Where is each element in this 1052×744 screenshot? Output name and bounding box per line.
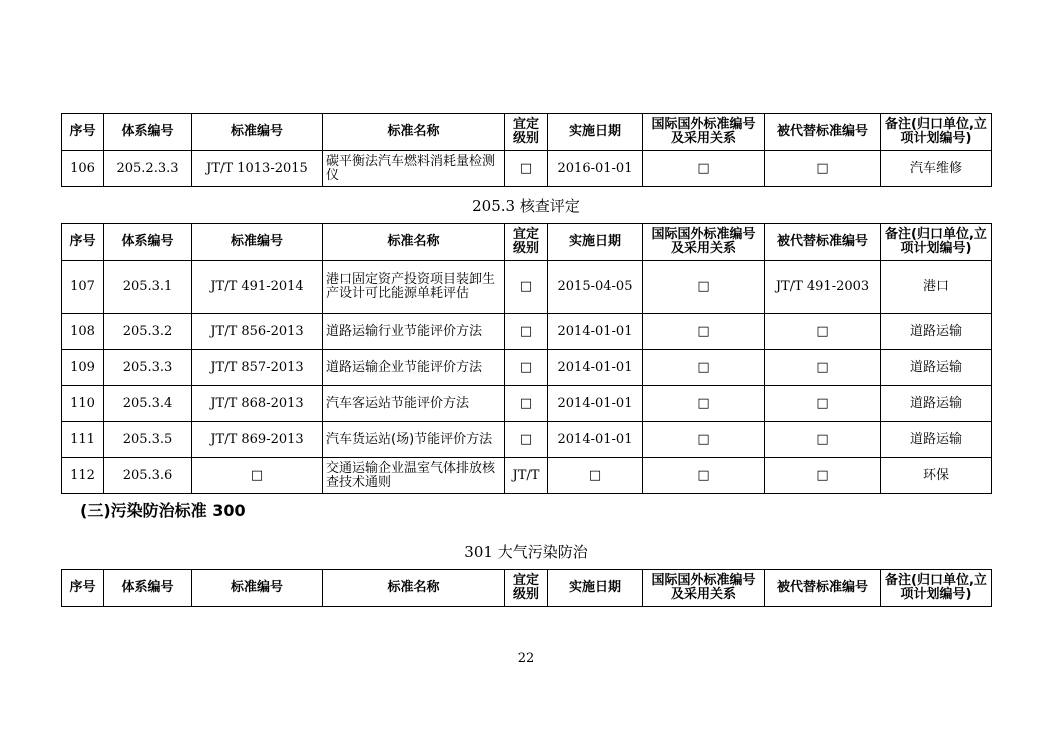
- cell-system-no: 205.2.3.3: [104, 151, 192, 187]
- header-seq: 序号: [62, 224, 104, 261]
- header-impl-date: 实施日期: [548, 224, 643, 261]
- cell-standard-no: JT/T 869-2013: [192, 422, 323, 458]
- cell-replaced: □: [765, 314, 881, 350]
- header-remark: 备注(归口单位,立项计划编号): [881, 224, 992, 261]
- table-row: [62, 422, 992, 458]
- table-header-row: [62, 570, 992, 607]
- header-standard-no: 标准编号: [192, 570, 323, 607]
- cell-system-no: 205.3.2: [104, 314, 192, 350]
- chapter-title: (三)污染防治标准 300: [80, 501, 246, 520]
- cell-intl: □: [643, 386, 765, 422]
- cell-standard-name: 道路运输行业节能评价方法: [323, 314, 505, 350]
- cell-replaced: JT/T 491-2003: [765, 261, 881, 314]
- cell-intl: □: [643, 422, 765, 458]
- cell-level: □: [505, 350, 548, 386]
- header-level: 宜定级别: [505, 114, 548, 151]
- table-row: [62, 151, 992, 187]
- cell-system-no: 205.3.6: [104, 458, 192, 494]
- header-intl: 国际国外标准编号及采用关系: [643, 224, 765, 261]
- cell-intl: □: [643, 151, 765, 187]
- header-standard-no: 标准编号: [192, 224, 323, 261]
- header-impl-date: 实施日期: [548, 570, 643, 607]
- section-title-205-3: 205.3 核查评定: [472, 197, 580, 215]
- cell-level: □: [505, 386, 548, 422]
- cell-system-no: 205.3.4: [104, 386, 192, 422]
- page-number: 22: [517, 651, 535, 666]
- cell-replaced: □: [765, 422, 881, 458]
- cell-level: □: [505, 422, 548, 458]
- header-standard-name: 标准名称: [323, 570, 505, 607]
- header-replaced: 被代替标准编号: [765, 114, 881, 151]
- cell-standard-name: 碳平衡法汽车燃料消耗量检测仪: [323, 151, 505, 187]
- table-row: [62, 314, 992, 350]
- header-intl: 国际国外标准编号及采用关系: [643, 114, 765, 151]
- cell-remark: 道路运输: [881, 314, 992, 350]
- cell-intl: □: [643, 261, 765, 314]
- header-standard-name: 标准名称: [323, 224, 505, 261]
- cell-remark: 港口: [881, 261, 992, 314]
- cell-standard-no: JT/T 1013-2015: [192, 151, 323, 187]
- cell-remark: 道路运输: [881, 350, 992, 386]
- cell-system-no: 205.3.5: [104, 422, 192, 458]
- cell-intl: □: [643, 350, 765, 386]
- cell-remark: 道路运输: [881, 422, 992, 458]
- header-replaced: 被代替标准编号: [765, 570, 881, 607]
- cell-replaced: □: [765, 386, 881, 422]
- cell-intl: □: [643, 458, 765, 494]
- table-row: [62, 350, 992, 386]
- cell-seq: 106: [62, 151, 104, 187]
- cell-standard-no: □: [192, 458, 323, 494]
- cell-intl: □: [643, 314, 765, 350]
- cell-standard-name: 港口固定资产投资项目装卸生产设计可比能源单耗评估: [323, 261, 505, 314]
- header-seq: 序号: [62, 570, 104, 607]
- header-system-no: 体系编号: [104, 224, 192, 261]
- standards-table-3: [61, 569, 992, 607]
- cell-replaced: □: [765, 151, 881, 187]
- header-seq: 序号: [62, 114, 104, 151]
- header-impl-date: 实施日期: [548, 114, 643, 151]
- cell-replaced: □: [765, 458, 881, 494]
- cell-standard-name: 汽车货运站(场)节能评价方法: [323, 422, 505, 458]
- cell-impl-date: 2016-01-01: [548, 151, 643, 187]
- header-standard-no: 标准编号: [192, 114, 323, 151]
- cell-standard-name: 交通运输企业温室气体排放核查技术通则: [323, 458, 505, 494]
- header-remark: 备注(归口单位,立项计划编号): [881, 570, 992, 607]
- header-replaced: 被代替标准编号: [765, 224, 881, 261]
- table-row: [62, 458, 992, 494]
- header-standard-name: 标准名称: [323, 114, 505, 151]
- header-system-no: 体系编号: [104, 114, 192, 151]
- cell-impl-date: 2015-04-05: [548, 261, 643, 314]
- cell-seq: 110: [62, 386, 104, 422]
- cell-system-no: 205.3.3: [104, 350, 192, 386]
- cell-impl-date: 2014-01-01: [548, 422, 643, 458]
- cell-seq: 108: [62, 314, 104, 350]
- cell-seq: 109: [62, 350, 104, 386]
- cell-remark: 汽车维修: [881, 151, 992, 187]
- table-row: [62, 386, 992, 422]
- table-row: [62, 261, 992, 314]
- cell-remark: 环保: [881, 458, 992, 494]
- cell-standard-no: JT/T 868-2013: [192, 386, 323, 422]
- standards-table-1: [61, 113, 992, 187]
- header-level: 宜定级别: [505, 570, 548, 607]
- standards-table-2: [61, 223, 992, 494]
- cell-seq: 111: [62, 422, 104, 458]
- cell-seq: 112: [62, 458, 104, 494]
- cell-seq: 107: [62, 261, 104, 314]
- cell-remark: 道路运输: [881, 386, 992, 422]
- cell-standard-name: 汽车客运站节能评价方法: [323, 386, 505, 422]
- cell-standard-no: JT/T 856-2013: [192, 314, 323, 350]
- cell-level: □: [505, 314, 548, 350]
- table-header-row: [62, 224, 992, 261]
- cell-standard-no: JT/T 857-2013: [192, 350, 323, 386]
- cell-impl-date: 2014-01-01: [548, 386, 643, 422]
- cell-level: JT/T: [505, 458, 548, 494]
- header-system-no: 体系编号: [104, 570, 192, 607]
- cell-system-no: 205.3.1: [104, 261, 192, 314]
- header-level: 宜定级别: [505, 224, 548, 261]
- cell-level: □: [505, 261, 548, 314]
- cell-replaced: □: [765, 350, 881, 386]
- section-title-301: 301 大气污染防治: [464, 543, 588, 561]
- cell-impl-date: 2014-01-01: [548, 350, 643, 386]
- header-remark: 备注(归口单位,立项计划编号): [881, 114, 992, 151]
- cell-impl-date: □: [548, 458, 643, 494]
- cell-level: □: [505, 151, 548, 187]
- cell-standard-name: 道路运输企业节能评价方法: [323, 350, 505, 386]
- cell-standard-no: JT/T 491-2014: [192, 261, 323, 314]
- header-intl: 国际国外标准编号及采用关系: [643, 570, 765, 607]
- table-header-row: [62, 114, 992, 151]
- cell-impl-date: 2014-01-01: [548, 314, 643, 350]
